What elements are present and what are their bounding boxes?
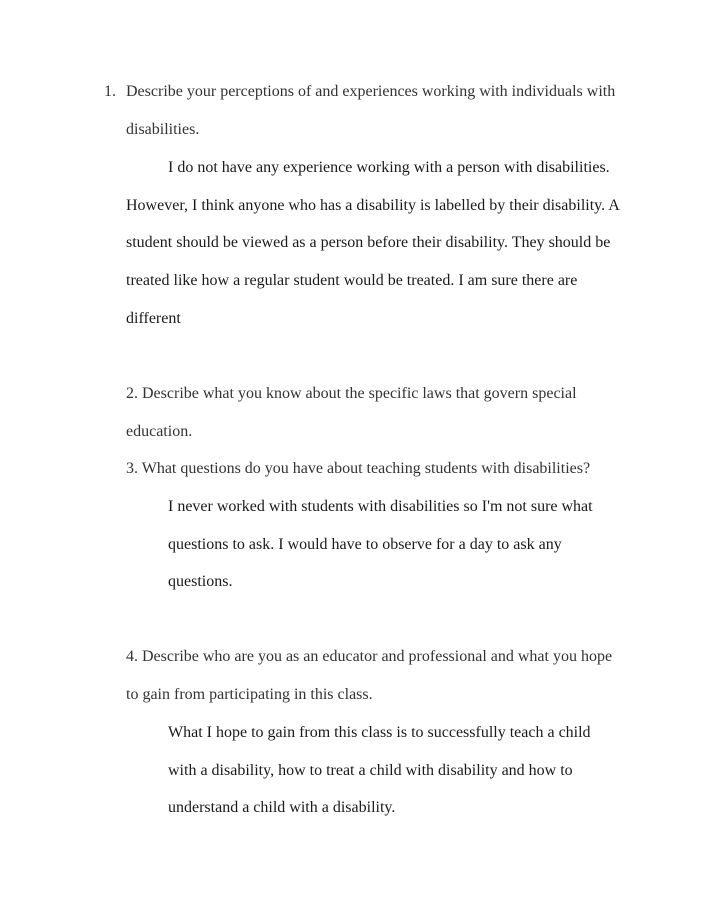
answer-1-line-2: However, I think anyone who has a disability is labelled by their disability. A [126,197,620,214]
answer-3-line-2: questions to ask. I would have to observe for a day to ask any [168,536,562,553]
question-1-prompt-line-1: Describe your perceptions of and experiences working with individuals with [126,83,616,100]
question-4-prompt-line-2: to gain from participating in this class. [126,686,373,703]
answer-3-line-1: I never worked with students with disabilities so I'm not sure what [168,498,593,515]
answer-1-line-1: I do not have any experience working with a person with disabilities. [168,159,610,176]
answer-4-line-1: What I hope to gain from this class is to successfully teach a child [168,724,591,741]
question-1-prompt-line-2: disabilities. [126,121,200,138]
question-4-prompt-line-1: 4. Describe who are you as an educator and professional and what you hope [126,648,613,665]
question-2-prompt-line-2: education. [126,423,193,440]
question-2-prompt-line-1: 2. Describe what you know about the specific laws that govern special [126,385,577,402]
answer-1-line-4: treated like how a regular student would be treated. I am sure there are [126,272,578,289]
answer-3-line-3: questions. [168,573,233,590]
answer-1-line-3: student should be viewed as a person before their disability. They should be [126,234,611,251]
answer-4-line-2: with a disability, how to treat a child with disability and how to [168,762,573,779]
answer-4-line-3: understand a child with a disability. [168,799,396,816]
question-1-number: 1. [104,83,116,100]
answer-1-line-5: different [126,310,181,327]
question-3-prompt-line-1: 3. What questions do you have about teaching students with disabilities? [126,460,591,477]
